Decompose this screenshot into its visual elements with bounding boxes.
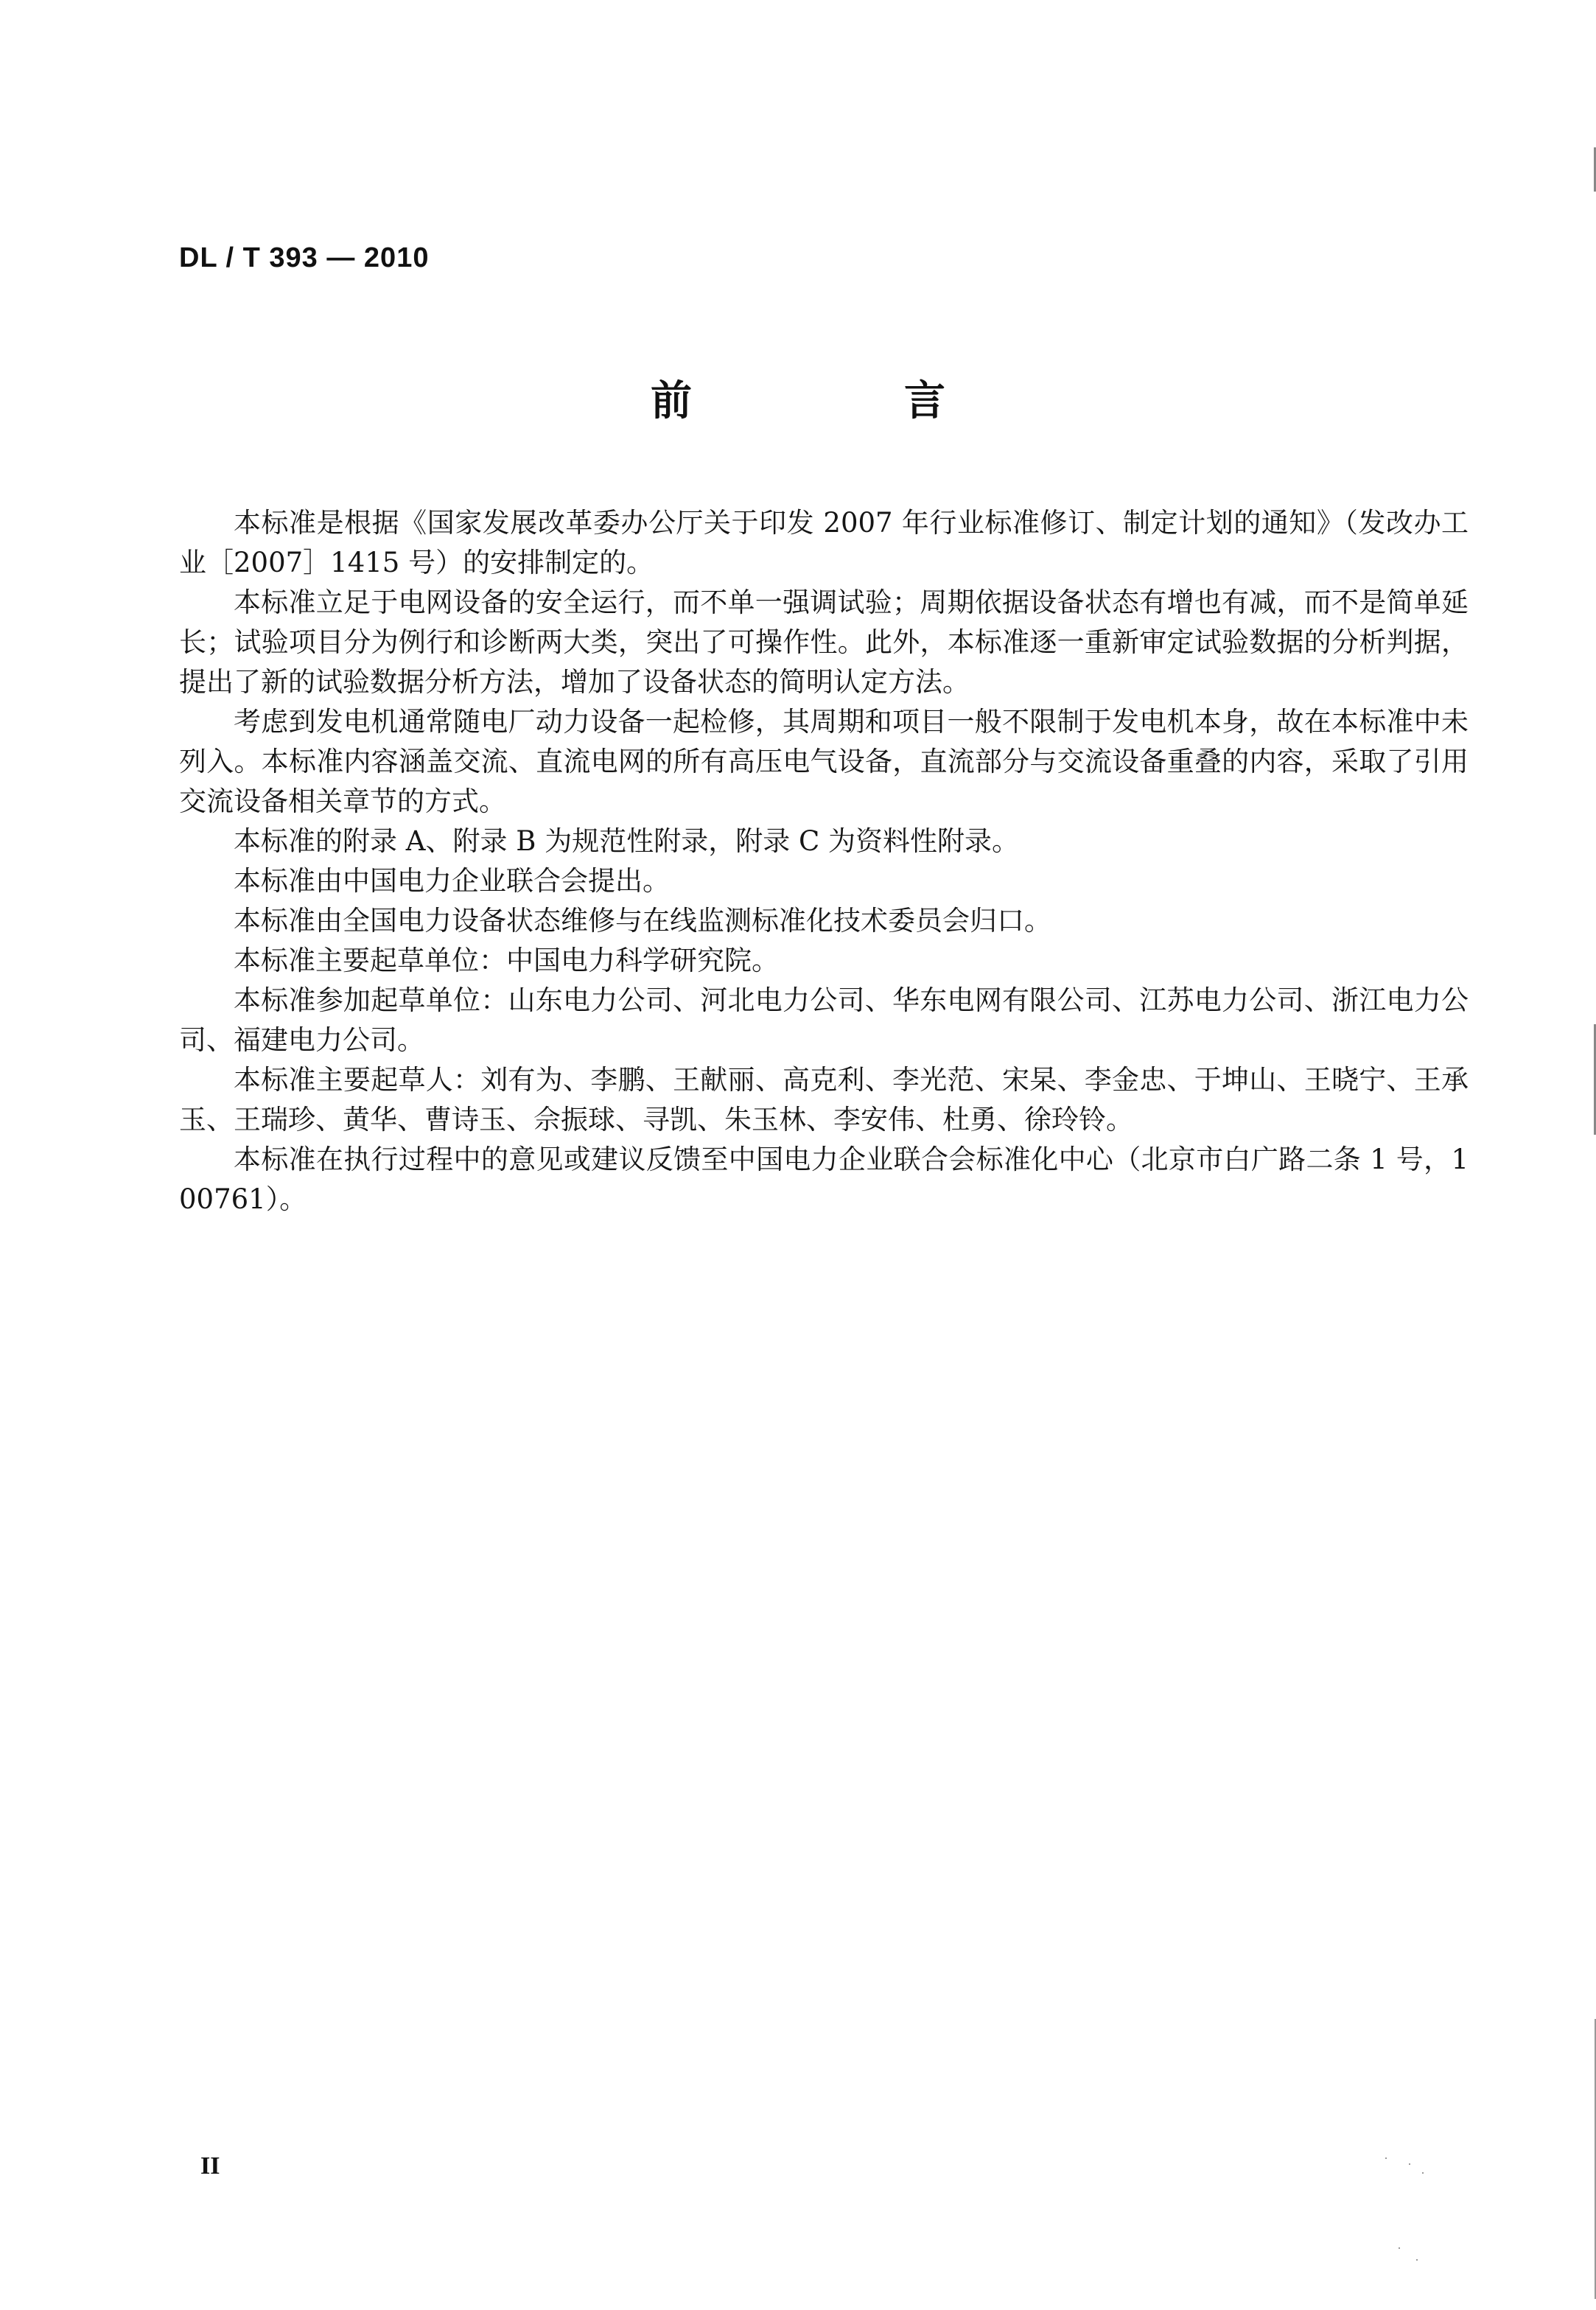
paragraph-feedback: 本标准在执行过程中的意见或建议反馈至中国电力企业联合会标准化中心（北京市白广路二条 1 号，100761）。 <box>179 1144 1469 1215</box>
scan-speck <box>1399 2247 1400 2249</box>
document-code: DL / T 393 — 2010 <box>179 242 430 273</box>
scan-speck <box>1416 2259 1418 2261</box>
paragraph-principles: 本标准立足于电网设备的安全运行，而不单一强调试验；周期依据设备状态有增也有减，而不是简单延长；试验项目分为例行和诊断两大类，突出了可操作性。此外，本标准逐一重新审定试验数据的分析判据，提出了新的试验数据分析方法，增加了设备状态的简明认定方法。 <box>179 587 1469 698</box>
paragraph-proposer: 本标准由中国电力企业联合会提出。 <box>234 865 670 897</box>
paragraph-drafters: 本标准主要起草人：刘有为、李鹏、王献丽、高克利、李光范、宋杲、李金忠、于坤山、王晓宁、王承玉、王瑞珍、黄华、曹诗玉、佘振球、寻凯、朱玉林、李安伟、杜勇、徐玲铃。 <box>179 1064 1469 1135</box>
preface-body <box>179 503 1469 1219</box>
scan-speck <box>1385 2157 1387 2159</box>
paragraph-basis: 本标准是根据《国家发展改革委办公厅关于印发 2007 年行业标准修订、制定计划的通知》（发改办工业［2007］1415 号）的安排制定的。 <box>179 507 1469 578</box>
paragraph-main-drafter-unit: 本标准主要起草单位：中国电力科学研究院。 <box>234 945 779 976</box>
scan-speck <box>1409 2163 1410 2165</box>
paragraph-scope: 考虑到发电机通常随电厂动力设备一起检修，其周期和项目一般不限制于发电机本身，故在本标准中未列入。本标准内容涵盖交流、直流电网的所有高压电气设备，直流部分与交流设备重叠的内容，采取了引用交流设备相关章节的方式。 <box>179 706 1469 817</box>
paragraph-participating-units: 本标准参加起草单位：山东电力公司、河北电力公司、华东电网有限公司、江苏电力公司、浙江电力公司、福建电力公司。 <box>179 984 1469 1056</box>
page-number: II <box>200 2152 220 2180</box>
paragraph-appendices: 本标准的附录 A、附录 B 为规范性附录，附录 C 为资料性附录。 <box>234 825 1020 857</box>
scan-speck <box>1422 2172 1424 2174</box>
paragraph-committee: 本标准由全国电力设备状态维修与在线监测标准化技术委员会归口。 <box>234 905 1051 937</box>
page-title: 前 言 <box>651 377 1031 425</box>
